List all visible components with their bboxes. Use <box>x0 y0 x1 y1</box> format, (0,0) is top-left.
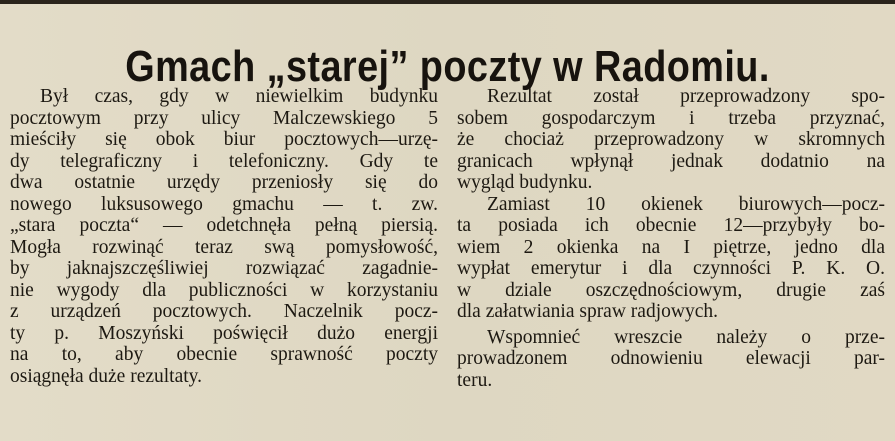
text-line: ta posiada ich obecnie 12—przybyły bo- <box>457 215 885 236</box>
text-line: dla załatwiania spraw radjowych. <box>457 301 718 322</box>
text-line: sobem gospodarczym i trzeba przyznać, <box>457 107 885 129</box>
text-line: z urządzeń pocztowych. Naczelnik pocz- <box>10 301 438 322</box>
text-line: by jaknajszczęśliwiej rozwiązać zagadnie- <box>10 258 438 279</box>
text-line: prowadzonem odnowieniu elewacji par- <box>457 348 885 369</box>
article-headline: Gmach „starej” poczty w Radomiu. <box>125 42 770 92</box>
text-line: ty p. Moszyński poświęcił dużo energji <box>10 322 438 344</box>
text-line: Wspomnieć wreszcie należy o prze- <box>487 326 885 348</box>
text-line: wiem 2 okienka na I piętrze, jedno dla <box>457 236 885 258</box>
text-line: „stara poczta“ — odetchnęła pełną piersią. <box>10 215 438 236</box>
text-line: mieściły się obok biur pocztowych—urzę- <box>10 129 438 150</box>
top-rule <box>0 0 895 4</box>
text-line: na to, aby obecnie sprawność poczty <box>10 344 438 365</box>
article-column-left <box>10 86 438 387</box>
text-line: w dziale oszczędnościowym, drugie zaś <box>457 279 885 301</box>
text-line: pocztowym przy ulicy Malczewskiego 5 <box>10 107 438 129</box>
text-line: że chociaż przeprowadzony w skromnych <box>457 129 885 150</box>
text-line: wypłat emerytur i dla czynności P. K. O. <box>457 258 885 279</box>
article-column-right <box>457 86 885 391</box>
text-line: dy telegraficzny i telefoniczny. Gdy te <box>10 150 438 172</box>
text-line: teru. <box>457 369 493 391</box>
text-line: Mogła rozwinąć teraz swą pomysłowość, <box>10 236 438 258</box>
text-line: Rezultat został przeprowadzony spo- <box>487 86 885 107</box>
text-line: Był czas, gdy w niewielkim budynku <box>40 86 438 107</box>
text-line: osiągnęła duże rezultaty. <box>10 365 203 387</box>
text-line: wygląd budynku. <box>457 172 593 193</box>
text-line: granicach wpłynął jednak dodatnio na <box>457 150 885 172</box>
text-line: nowego luksusowego gmachu — t. zw. <box>10 193 438 215</box>
text-line: nie wygody dla publiczności w korzystaniu <box>10 279 438 301</box>
text-line: dwa ostatnie urzędy przeniosły się do <box>10 172 438 193</box>
text-line: Zamiast 10 okienek biurowych—pocz- <box>487 193 885 215</box>
